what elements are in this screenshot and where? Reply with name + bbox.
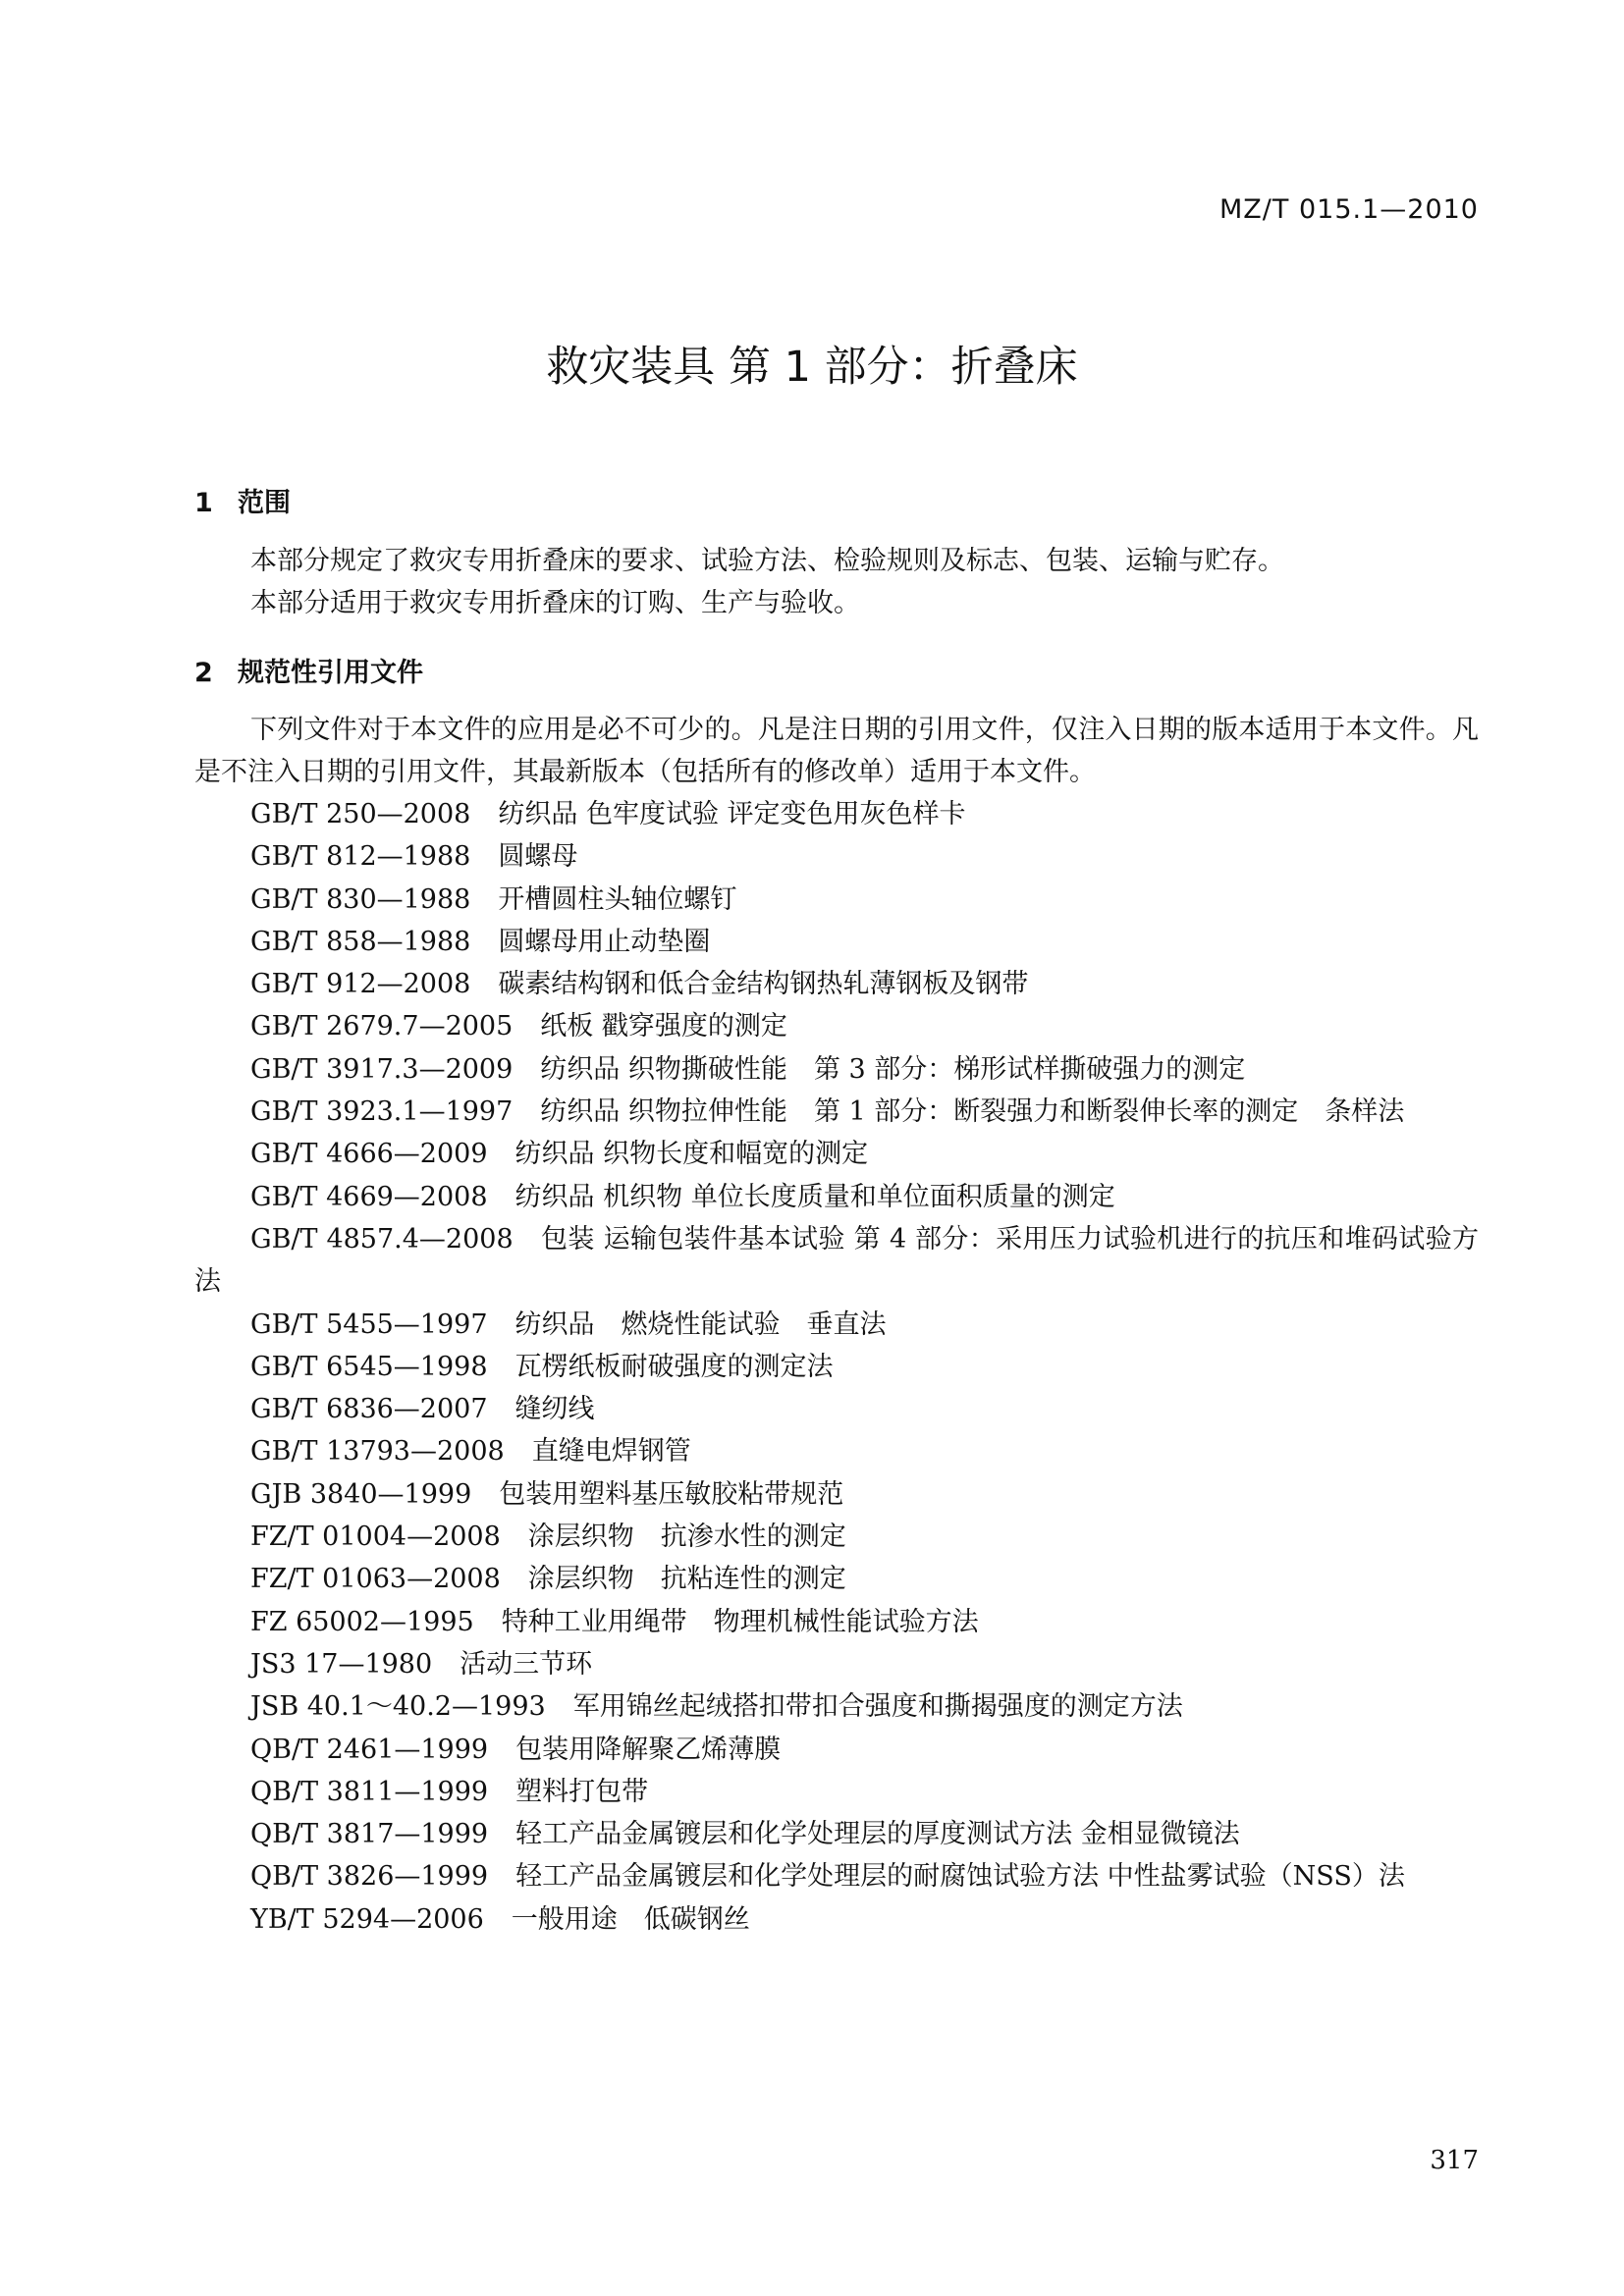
reference-item (194, 1685, 1479, 1728)
reference-code: QB/T 3826—1999 (250, 1861, 489, 1893)
reference-list (194, 793, 1479, 1941)
reference-item (194, 1771, 1479, 1813)
reference-title: 纺织品 织物拉伸性能 第 1 部分：断裂强力和断裂伸长率的测定 条样法 (540, 1096, 1405, 1128)
document-title: 救灾装具 第 1 部分：折叠床 (546, 343, 1078, 392)
paragraph: 下列文件对于本文件的应用是必不可少的。凡是注日期的引用文件，仅注入日期的版本适用于本文件。凡是不注入日期的引用文件，其最新版本（包括所有的修改单）适用于本文件。 (194, 715, 1479, 787)
reference-item (194, 1346, 1479, 1388)
reference-code: GB/T 13793—2008 (250, 1436, 505, 1468)
paragraph: 本部分规定了救灾专用折叠床的要求、试验方法、检验规则及标志、包装、运输与贮存。 (250, 546, 1284, 576)
reference-code: GB/T 912—2008 (250, 969, 471, 1000)
reference-title: 包装用降解聚乙烯薄膜 (515, 1734, 782, 1765)
reference-code: GB/T 858—1988 (250, 926, 471, 957)
paragraph: 本部分适用于救灾专用折叠床的订购、生产与验收。 (250, 588, 860, 618)
reference-code: GB/T 5455—1997 (250, 1308, 488, 1340)
reference-item (194, 1218, 1479, 1304)
reference-item (194, 835, 1479, 878)
reference-title: 涂层织物 抗渗水性的测定 (527, 1522, 846, 1553)
reference-title: 特种工业用绳带 物理机械性能试验方法 (501, 1606, 979, 1637)
reference-title: 活动三节环 (460, 1648, 593, 1680)
reference-title: 碳素结构钢和低合金结构钢热轧薄钢板及钢带 (498, 969, 1029, 1000)
reference-title: 缝纫线 (514, 1394, 595, 1425)
reference-code: GB/T 2679.7—2005 (250, 1011, 514, 1042)
reference-item (194, 1643, 1479, 1685)
reference-code: QB/T 3817—1999 (250, 1819, 489, 1850)
section-number: 2 (194, 658, 213, 688)
section-heading-scope (194, 481, 291, 519)
reference-item (194, 1898, 1479, 1941)
reference-code: GB/T 812—1988 (250, 841, 471, 873)
reference-title: 纸板 戳穿强度的测定 (540, 1011, 787, 1042)
reference-title: 圆螺母用止动垫圈 (498, 926, 711, 957)
reference-code: FZ/T 01063—2008 (250, 1564, 501, 1595)
reference-code: GJB 3840—1999 (250, 1478, 472, 1510)
reference-title: 瓦楞纸板耐破强度的测定法 (514, 1351, 834, 1382)
reference-code: JSB 40.1～40.2—1993 (250, 1691, 546, 1723)
reference-code: JS3 17—1980 (250, 1648, 433, 1680)
reference-code: FZ 65002—1995 (250, 1606, 474, 1637)
reference-title: 直缝电焊钢管 (531, 1436, 691, 1468)
reference-code: GB/T 250—2008 (250, 799, 471, 829)
reference-code: YB/T 5294—2006 (250, 1903, 484, 1935)
document-code: MZ/T 015.1—2010 (1219, 194, 1479, 225)
reference-title: 包装 运输包装件基本试验 第 4 部分：采用压力试验机进行的抗压和堆码试验方法 (194, 1223, 1479, 1298)
reference-item (194, 1388, 1479, 1430)
reference-item (194, 1430, 1479, 1472)
reference-title: 塑料打包带 (515, 1776, 649, 1807)
section-number: 1 (194, 488, 213, 518)
reference-item (194, 1048, 1479, 1091)
reference-code: GB/T 4857.4—2008 (250, 1223, 514, 1255)
reference-item (194, 963, 1479, 1005)
reference-item (194, 1516, 1479, 1558)
section-title: 规范性引用文件 (238, 658, 423, 688)
reference-title: 涂层织物 抗粘连性的测定 (527, 1564, 846, 1595)
page-number: 317 (1430, 2146, 1479, 2175)
reference-code: GB/T 830—1988 (250, 883, 471, 915)
reference-code: GB/T 4669—2008 (250, 1181, 488, 1212)
reference-item (194, 1813, 1479, 1855)
section-title: 范围 (238, 488, 291, 518)
reference-title: 开槽圆柱头轴位螺钉 (498, 883, 737, 915)
reference-title: 纺织品 织物长度和幅宽的测定 (514, 1139, 869, 1170)
reference-code: GB/T 6545—1998 (250, 1351, 488, 1382)
reference-item (194, 1729, 1479, 1771)
reference-item (194, 1601, 1479, 1643)
reference-title: 纺织品 燃烧性能试验 垂直法 (514, 1308, 887, 1340)
reference-code: QB/T 3811—1999 (250, 1776, 489, 1807)
reference-code: GB/T 3917.3—2009 (250, 1053, 514, 1085)
reference-code: GB/T 4666—2009 (250, 1139, 488, 1170)
reference-item (194, 921, 1479, 963)
reference-item (194, 1558, 1479, 1600)
reference-title: 军用锦丝起绒搭扣带扣合强度和撕揭强度的测定方法 (572, 1691, 1183, 1723)
reference-title: 轻工产品金属镀层和化学处理层的厚度测试方法 金相显微镜法 (515, 1819, 1240, 1850)
reference-item (194, 1133, 1479, 1175)
section-heading-normative-references (194, 651, 423, 689)
reference-title: 纺织品 织物撕破性能 第 3 部分：梯形试样撕破强力的测定 (540, 1053, 1246, 1085)
reference-item (194, 1855, 1479, 1897)
reference-title: 包装用塑料基压敏胶粘带规范 (499, 1478, 844, 1510)
reference-item (194, 1473, 1479, 1516)
reference-title: 轻工产品金属镀层和化学处理层的耐腐蚀试验方法 中性盐雾试验（NSS）法 (515, 1861, 1405, 1893)
reference-item (194, 879, 1479, 921)
reference-title: 一般用途 低碳钢丝 (511, 1903, 750, 1935)
reference-title: 纺织品 机织物 单位长度质量和单位面积质量的测定 (514, 1181, 1115, 1212)
reference-code: GB/T 6836—2007 (250, 1394, 488, 1425)
reference-title: 圆螺母 (498, 841, 578, 873)
reference-item (194, 1091, 1479, 1133)
reference-code: QB/T 2461—1999 (250, 1734, 489, 1765)
reference-item (194, 1176, 1479, 1218)
reference-item (194, 1005, 1479, 1047)
reference-item (194, 1304, 1479, 1346)
reference-code: FZ/T 01004—2008 (250, 1522, 501, 1553)
reference-item (194, 793, 1479, 835)
reference-title: 纺织品 色牢度试验 评定变色用灰色样卡 (498, 799, 966, 829)
reference-code: GB/T 3923.1—1997 (250, 1096, 514, 1128)
